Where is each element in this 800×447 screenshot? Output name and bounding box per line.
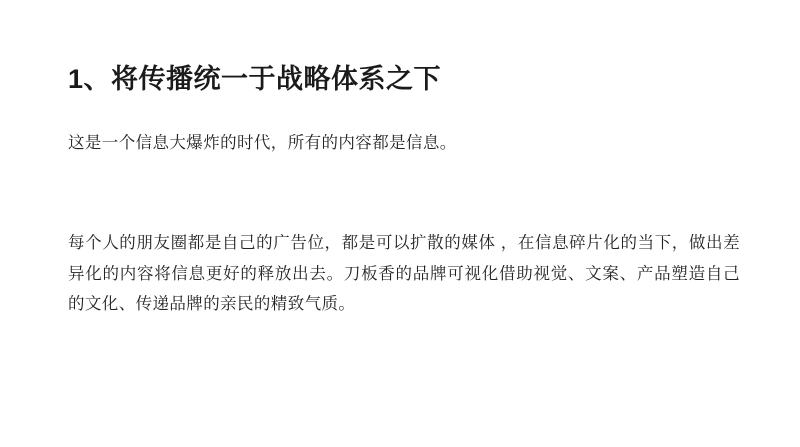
slide-paragraph-2: 每个人的朋友圈都是自己的广告位，都是可以扩散的媒体 ，在信息碎片化的当下，做出差异化的内容将信息更好的释放出去。刀板香的品牌可视化借助视觉、文案、产品塑造自己的文化、传递品牌的亲民的精致气质。: [68, 234, 740, 314]
slide-title: 1、将传播统一于战略体系之下: [68, 64, 442, 94]
slide-paragraph-1: 这是一个信息大爆炸的时代，所有的内容都是信息。: [68, 134, 457, 152]
